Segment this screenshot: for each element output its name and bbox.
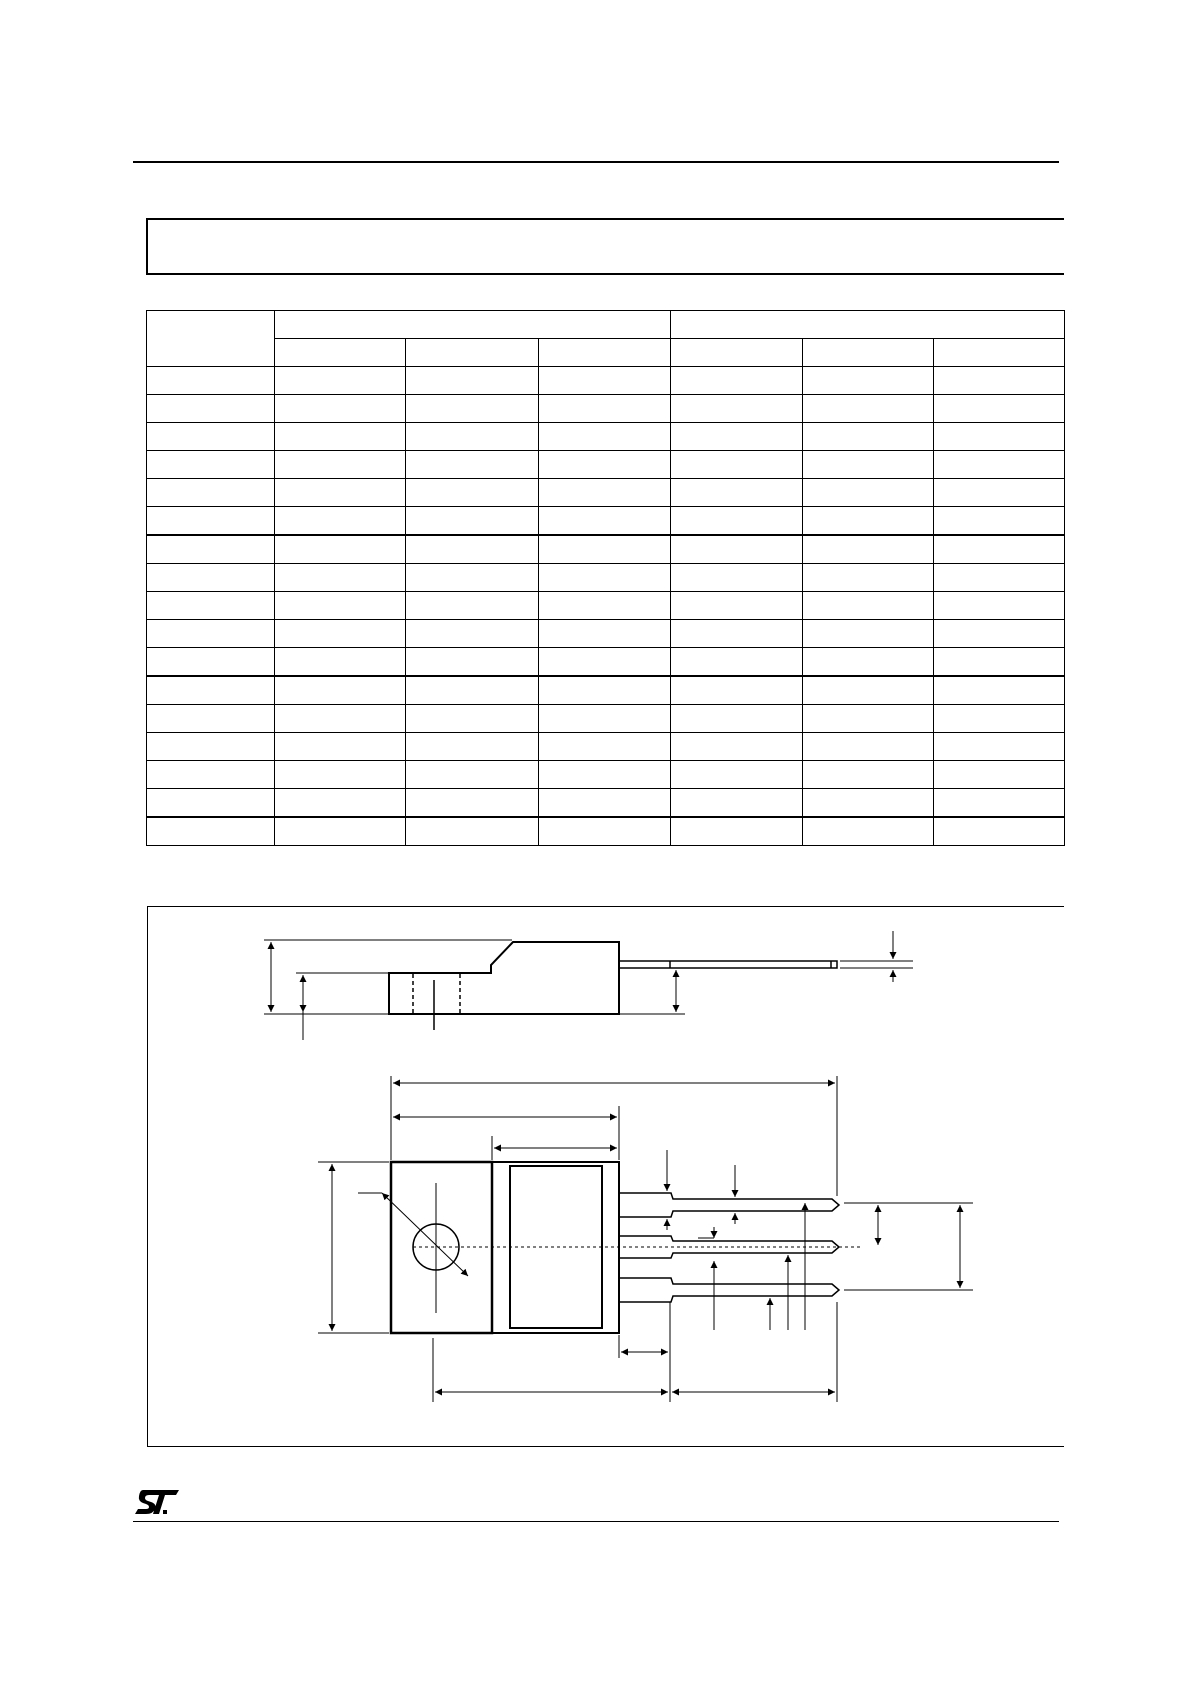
mounting-tab xyxy=(391,1162,492,1333)
lead-1 xyxy=(619,1193,839,1217)
side-view xyxy=(264,931,913,1040)
st-logo-icon xyxy=(133,1488,181,1518)
side-lead xyxy=(619,961,837,968)
side-body-outline xyxy=(389,942,619,1014)
lead-3 xyxy=(619,1278,839,1302)
top-view xyxy=(318,1076,973,1402)
footer-rule xyxy=(133,1521,1059,1522)
